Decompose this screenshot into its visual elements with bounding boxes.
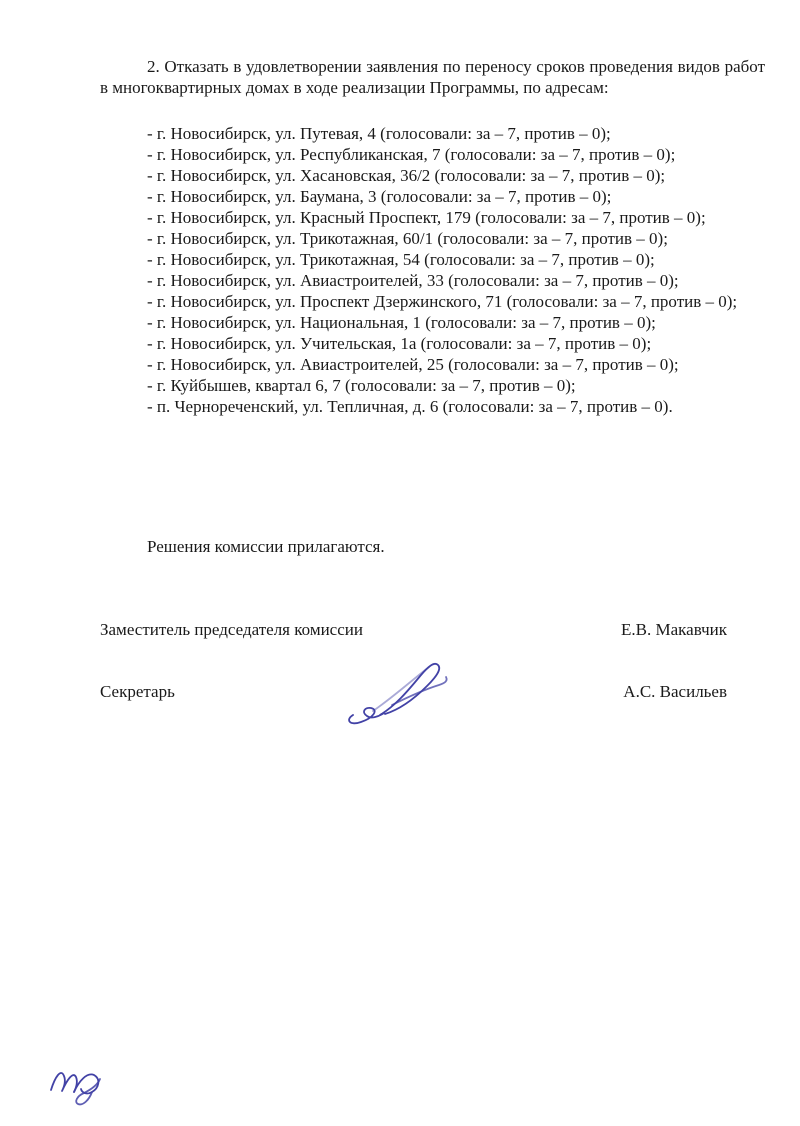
address-line: - г. Новосибирск, ул. Трикотажная, 60/1 (голосовали: за – 7, против – 0); bbox=[147, 229, 668, 248]
document-content bbox=[100, 0, 765, 702]
address-line: - г. Новосибирск, ул. Баумана, 3 (голосовали: за – 7, против – 0); bbox=[147, 187, 612, 206]
handwritten-initials-ink bbox=[46, 1055, 116, 1107]
address-line: - г. Новосибирск, ул. Национальная, 1 (голосовали: за – 7, против – 0); bbox=[147, 313, 656, 332]
address-line: - г. Новосибирск, ул. Авиастроителей, 25 (голосовали: за – 7, против – 0); bbox=[147, 355, 679, 374]
initials-stroke bbox=[51, 1073, 77, 1092]
attachment-note: Решения комиссии прилагаются. bbox=[147, 537, 385, 556]
signatory-name: Е.В. Макавчик bbox=[621, 620, 727, 639]
address-line: - г. Новосибирск, ул. Авиастроителей, 33 (голосовали: за – 7, против – 0); bbox=[147, 271, 679, 290]
address-line: - п. Чернореченский, ул. Тепличная, д. 6 (голосовали: за – 7, против – 0). bbox=[147, 397, 673, 416]
signature-stroke bbox=[349, 708, 384, 723]
address-list bbox=[100, 123, 765, 417]
address-line: - г. Новосибирск, ул. Трикотажная, 54 (голосовали: за – 7, против – 0); bbox=[147, 250, 655, 269]
signature-stroke bbox=[373, 667, 429, 711]
address-line: - г. Новосибирск, ул. Учительская, 1а (голосовали: за – 7, против – 0); bbox=[147, 334, 652, 353]
decision-paragraph: 2. Отказать в удовлетворении заявления по переносу сроков проведения видов работ в многоквартирных домах в ходе реализации Программы, по адресам: bbox=[100, 57, 765, 97]
signatory-row-deputy-chair bbox=[100, 619, 765, 640]
signatory-name: А.С. Васильев bbox=[623, 682, 727, 701]
address-line: - г. Новосибирск, ул. Проспект Дзержинского, 71 (голосовали: за – 7, против – 0); bbox=[147, 292, 738, 311]
signature-stroke bbox=[380, 664, 439, 715]
initials-stroke bbox=[74, 1074, 98, 1093]
address-line: - г. Новосибирск, ул. Хасановская, 36/2 (голосовали: за – 7, против – 0); bbox=[147, 166, 666, 185]
address-line: - г. Новосибирск, ул. Красный Проспект, 179 (голосовали: за – 7, против – 0); bbox=[147, 208, 706, 227]
address-line: - г. Новосибирск, ул. Путевая, 4 (голосовали: за – 7, против – 0); bbox=[147, 124, 611, 143]
address-line: - г. Куйбышев, квартал 6, 7 (голосовали: за – 7, против – 0); bbox=[147, 376, 576, 395]
signatory-role: Секретарь bbox=[100, 682, 175, 701]
handwritten-signature-ink bbox=[340, 656, 460, 741]
address-line: - г. Новосибирск, ул. Республиканская, 7 (голосовали: за – 7, против – 0); bbox=[147, 145, 676, 164]
signatory-role: Заместитель председателя комиссии bbox=[100, 620, 363, 639]
